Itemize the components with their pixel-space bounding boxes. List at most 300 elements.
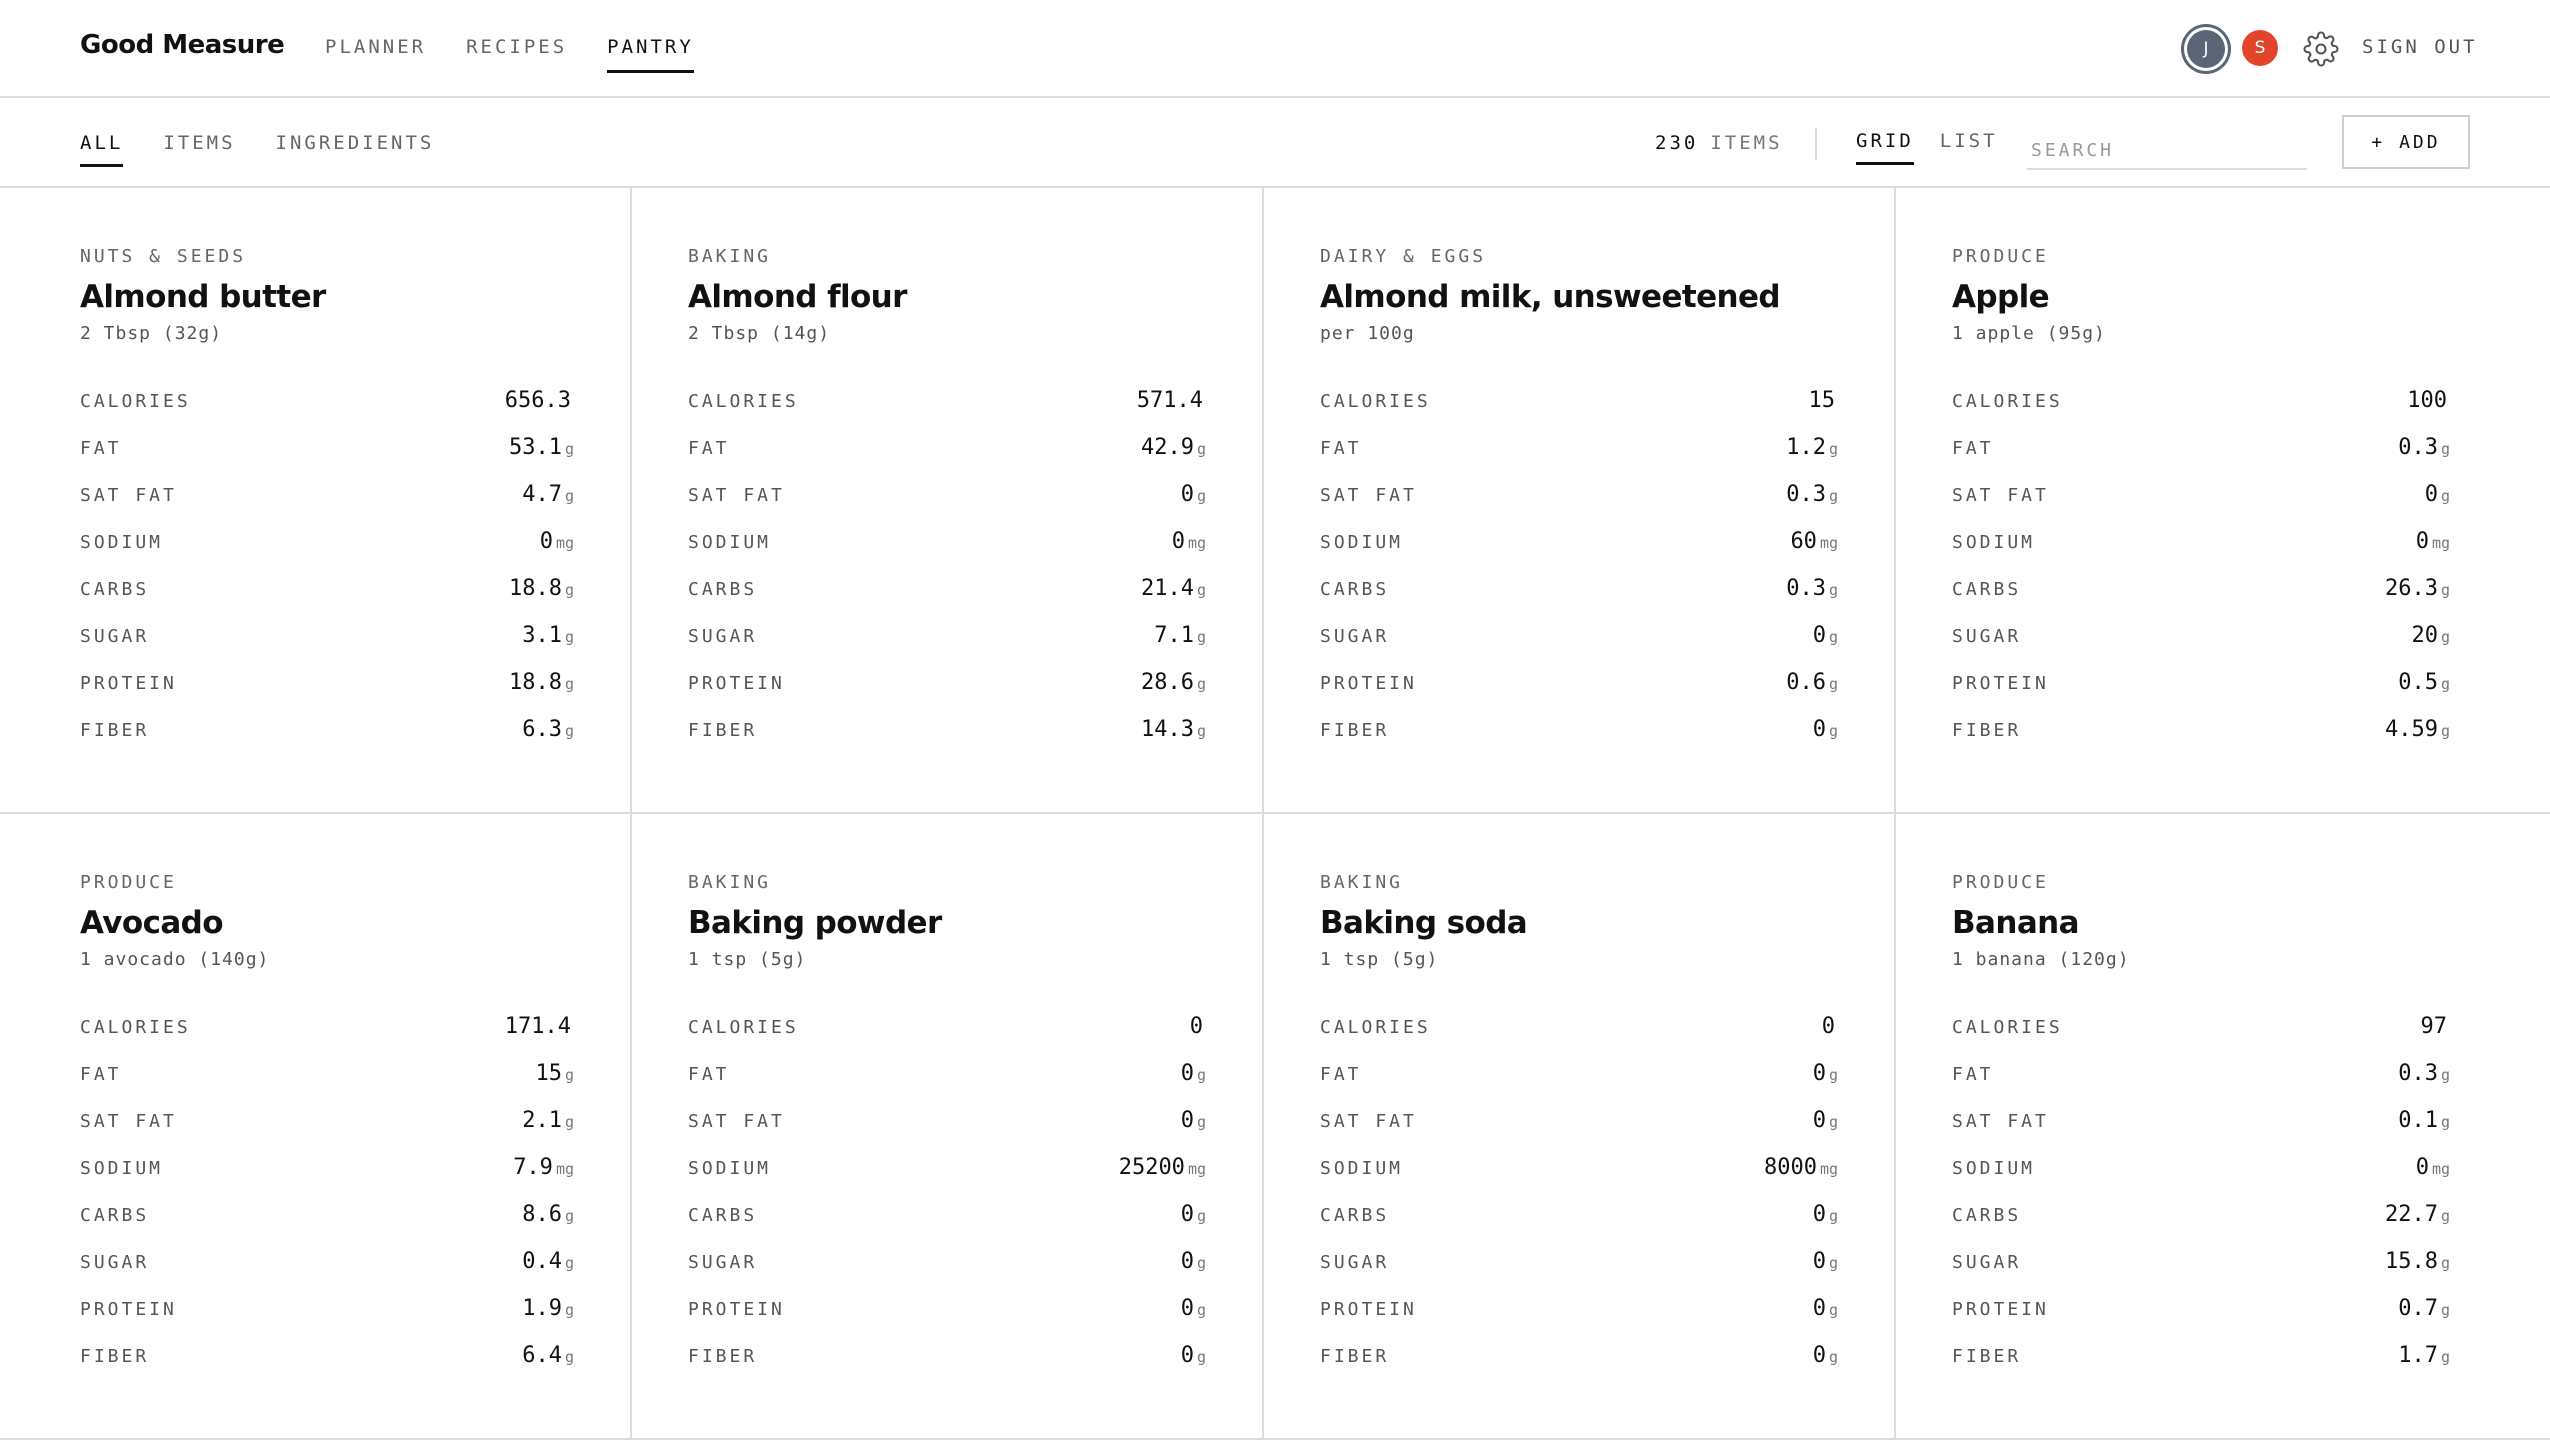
nutrient-label: SODIUM: [80, 532, 164, 553]
nutrient-value: [1786, 670, 1838, 695]
nutrient-amount: 0: [539, 529, 553, 554]
nutrient-amount: 0.3: [1786, 482, 1826, 507]
nutrient-row: [1320, 623, 1838, 670]
nutrient-label: FIBER: [1320, 720, 1390, 741]
nutrient-row: [1952, 482, 2450, 529]
nutrient-value: [1809, 388, 1839, 413]
nutrient-amount: 0.6: [1786, 670, 1826, 695]
nutrient-value: [505, 1014, 574, 1039]
nutrient-amount: 0: [1171, 529, 1185, 554]
nutrient-label: SAT FAT: [1952, 1111, 2049, 1132]
nutrient-value: [1172, 529, 1206, 554]
nutrient-value: [2398, 670, 2450, 695]
nutrient-amount: 25200: [1118, 1155, 1185, 1180]
nutrient-label: SODIUM: [1952, 1158, 2036, 1179]
nutrient-value: [509, 576, 574, 601]
view-toggle: [1856, 130, 1998, 165]
nutrient-label: FIBER: [688, 720, 758, 741]
nutrient-amount: 0: [1180, 1343, 1194, 1368]
nutrient-amount: 0: [1812, 717, 1826, 742]
nutrient-label: FAT: [688, 438, 730, 459]
card-category: PRODUCE: [1952, 246, 2049, 267]
nutrient-value: [2407, 388, 2450, 413]
nutrient-row: [688, 388, 1206, 435]
nutrient-unit: g: [1828, 1254, 1838, 1272]
nutrient-value: [1181, 1108, 1206, 1133]
nutrient-amount: 0: [1180, 1108, 1194, 1133]
nutrient-amount: 171.4: [504, 1014, 571, 1039]
nutrient-row: [1952, 717, 2450, 764]
tab-items[interactable]: ITEMS: [163, 132, 236, 154]
nutrient-value: [1141, 576, 1206, 601]
card-serving: 1 banana (120g): [1952, 949, 2130, 970]
nutrient-row: [1320, 1108, 1838, 1155]
gear-icon[interactable]: [2303, 31, 2339, 67]
nutrient-label: FAT: [1320, 1064, 1362, 1085]
nutrient-value: [522, 482, 574, 507]
pantry-card[interactable]: [1264, 814, 1896, 1440]
nutrient-label: CALORIES: [688, 391, 799, 412]
nutrient-row: [80, 1296, 574, 1343]
nutrient-row: [1952, 529, 2450, 576]
pantry-card[interactable]: [632, 188, 1264, 814]
nutrient-amount: 28.6: [1140, 670, 1194, 695]
nutrient-unit: g: [564, 581, 574, 599]
nutrient-label: CARBS: [80, 579, 150, 600]
pantry-card[interactable]: [0, 814, 632, 1440]
nutrient-unit: g: [1828, 487, 1838, 505]
nutrient-row: [80, 1343, 574, 1390]
nutrient-row: [1320, 1014, 1838, 1061]
nutrient-row: [80, 1155, 574, 1202]
nutrient-unit: g: [564, 1207, 574, 1225]
nutrient-label: SUGAR: [80, 1252, 150, 1273]
card-serving: 1 avocado (140g): [80, 949, 270, 970]
nutrient-unit: g: [1828, 628, 1838, 646]
nutrient-value: [2411, 623, 2450, 648]
pantry-toolbar: [0, 98, 2550, 188]
brand-logo[interactable]: Good Measure: [80, 30, 285, 60]
nutrient-row: [688, 482, 1206, 529]
nutrient-value: [2398, 435, 2450, 460]
nutrient-value: [522, 1108, 574, 1133]
nutrient-amount: 6.3: [522, 717, 562, 742]
nutrient-row: [688, 1202, 1206, 1249]
nutrient-amount: 8000: [1763, 1155, 1817, 1180]
nutrient-row: [1952, 1108, 2450, 1155]
nutrient-label: FIBER: [80, 720, 150, 741]
nutrient-row: [1952, 1014, 2450, 1061]
nutrient-value: [2425, 482, 2450, 507]
nutrient-label: SAT FAT: [1952, 485, 2049, 506]
nutrient-row: [688, 717, 1206, 764]
nutrient-amount: 4.59: [2384, 717, 2438, 742]
nutrient-list: [688, 388, 1206, 764]
nutrient-unit: g: [1196, 722, 1206, 740]
nutrient-row: [80, 1202, 574, 1249]
card-name: Banana: [1952, 905, 2079, 941]
nutrient-label: FAT: [1320, 438, 1362, 459]
nutrient-value: [1790, 529, 1838, 554]
nutrient-amount: 0: [1812, 1061, 1826, 1086]
nutrient-label: SAT FAT: [688, 485, 785, 506]
nutrient-row: [688, 435, 1206, 482]
nutrient-unit: g: [564, 1301, 574, 1319]
nutrient-label: FAT: [80, 438, 122, 459]
nutrient-amount: 53.1: [508, 435, 562, 460]
nutrient-unit: g: [2440, 1348, 2450, 1366]
nutrient-value: [522, 1249, 574, 1274]
nutrient-amount: 0: [1180, 1296, 1194, 1321]
nutrient-label: FIBER: [688, 1346, 758, 1367]
nutrient-amount: 0: [1812, 1108, 1826, 1133]
nutrient-unit: g: [1196, 1301, 1206, 1319]
nutrient-label: CALORIES: [1320, 391, 1431, 412]
nutrient-amount: 15.8: [2384, 1249, 2438, 1274]
nutrient-list: [1320, 388, 1838, 764]
nutrient-list: [1952, 1014, 2450, 1390]
avatar-s[interactable]: S: [2242, 30, 2278, 66]
nutrient-label: FAT: [688, 1064, 730, 1085]
nutrient-unit: mg: [1819, 1160, 1838, 1178]
nutrient-label: SAT FAT: [1320, 1111, 1417, 1132]
nutrient-row: [80, 529, 574, 576]
nutrient-unit: g: [1196, 1254, 1206, 1272]
nutrient-label: CARBS: [1952, 1205, 2022, 1226]
nutrient-row: [1952, 1155, 2450, 1202]
nutrient-value: [2421, 1014, 2451, 1039]
nutrient-row: [1952, 1249, 2450, 1296]
pantry-card[interactable]: [1896, 188, 2550, 814]
nutrient-amount: 21.4: [1140, 576, 1194, 601]
nutrient-unit: g: [1196, 675, 1206, 693]
card-category: BAKING: [688, 872, 772, 893]
nutrient-value: [509, 435, 574, 460]
nutrient-value: [1786, 435, 1838, 460]
nutrient-unit: mg: [1819, 534, 1838, 552]
nutrient-row: [688, 1061, 1206, 1108]
tab-ingredients[interactable]: INGREDIENTS: [275, 132, 435, 154]
nutrient-value: [1813, 623, 1838, 648]
nutrient-value: [2398, 1296, 2450, 1321]
nutrient-list: [688, 1014, 1206, 1390]
nutrient-row: [80, 1249, 574, 1296]
nutrient-amount: 42.9: [1140, 435, 1194, 460]
nutrient-value: [1181, 1061, 1206, 1086]
nutrient-row: [80, 1061, 574, 1108]
nutrient-unit: mg: [555, 1160, 574, 1178]
nutrient-amount: 97: [2420, 1014, 2447, 1039]
nutrient-amount: 1.9: [522, 1296, 562, 1321]
nutrient-row: [1952, 623, 2450, 670]
nutrient-value: [505, 388, 574, 413]
nutrient-row: [1952, 670, 2450, 717]
nutrient-amount: 0.5: [2398, 670, 2438, 695]
nav-planner[interactable]: PLANNER: [325, 36, 427, 58]
nutrient-label: SAT FAT: [80, 1111, 177, 1132]
nutrient-value: [513, 1155, 574, 1180]
card-name: Baking soda: [1320, 905, 1528, 941]
nutrient-row: [1320, 1061, 1838, 1108]
nutrient-amount: 0.3: [1786, 576, 1826, 601]
nutrient-amount: 0: [1812, 1343, 1826, 1368]
nutrient-row: [80, 482, 574, 529]
nutrient-value: [1137, 388, 1206, 413]
nutrient-amount: 1.2: [1786, 435, 1826, 460]
card-serving: per 100g: [1320, 323, 1415, 344]
nutrient-row: [1320, 1202, 1838, 1249]
nutrient-label: SODIUM: [1952, 532, 2036, 553]
nutrient-amount: 0: [2415, 1155, 2429, 1180]
card-name: Baking powder: [688, 905, 942, 941]
nutrient-label: CALORIES: [80, 1017, 191, 1038]
nutrient-row: [1320, 435, 1838, 482]
nutrient-row: [1320, 1249, 1838, 1296]
nutrient-row: [1320, 1155, 1838, 1202]
card-category: BAKING: [688, 246, 772, 267]
nutrient-amount: 0: [1180, 1061, 1194, 1086]
nutrient-value: [522, 1296, 574, 1321]
item-count-number: 230: [1655, 132, 1699, 154]
card-name: Almond flour: [688, 279, 907, 315]
nutrient-value: [1154, 623, 1206, 648]
nutrient-amount: 18.8: [508, 670, 562, 695]
nutrient-value: [1813, 1296, 1838, 1321]
nutrient-value: [1119, 1155, 1206, 1180]
nutrient-amount: 6.4: [522, 1343, 562, 1368]
nutrient-amount: 2.1: [522, 1108, 562, 1133]
tab-all[interactable]: ALL: [80, 132, 123, 167]
pantry-card[interactable]: [1896, 814, 2550, 1440]
nutrient-amount: 8.6: [522, 1202, 562, 1227]
nutrient-unit: g: [1828, 1113, 1838, 1131]
nav-pantry[interactable]: PANTRY: [607, 36, 694, 73]
pantry-grid: [0, 188, 2550, 1440]
nutrient-value: [1141, 670, 1206, 695]
pantry-card[interactable]: [1264, 188, 1896, 814]
nutrient-unit: g: [2440, 1207, 2450, 1225]
nutrient-list: [80, 388, 574, 764]
nutrient-value: [540, 529, 574, 554]
nutrient-amount: 14.3: [1140, 717, 1194, 742]
view-list[interactable]: LIST: [1939, 130, 1998, 152]
nutrient-amount: 0: [1812, 623, 1826, 648]
nutrient-row: [688, 576, 1206, 623]
nutrient-amount: 100: [2407, 388, 2447, 413]
nutrient-label: SODIUM: [688, 532, 772, 553]
nutrient-unit: g: [2440, 1301, 2450, 1319]
nutrient-amount: 571.4: [1136, 388, 1203, 413]
nutrient-amount: 18.8: [508, 576, 562, 601]
nutrient-row: [1320, 670, 1838, 717]
nav-recipes[interactable]: RECIPES: [466, 36, 568, 58]
nutrient-label: PROTEIN: [688, 673, 785, 694]
nutrient-label: SUGAR: [688, 626, 758, 647]
pantry-card[interactable]: [632, 814, 1264, 1440]
top-nav: [0, 0, 2550, 98]
add-button[interactable]: + ADD: [2342, 115, 2470, 169]
nutrient-row: [688, 1249, 1206, 1296]
nutrient-row: [1952, 1202, 2450, 1249]
main-nav: [325, 36, 694, 73]
search-input[interactable]: [2027, 124, 2307, 170]
nutrient-value: [535, 1061, 574, 1086]
nutrient-label: SODIUM: [688, 1158, 772, 1179]
nutrient-unit: g: [2440, 722, 2450, 740]
sign-out-link[interactable]: SIGN OUT: [2362, 36, 2478, 58]
nutrient-unit: g: [1196, 1207, 1206, 1225]
nutrient-unit: g: [1828, 1207, 1838, 1225]
nutrient-value: [1181, 482, 1206, 507]
nutrient-unit: g: [564, 440, 574, 458]
pantry-card[interactable]: [0, 188, 632, 814]
nutrient-row: [1952, 1061, 2450, 1108]
nutrient-value: [522, 717, 574, 742]
nutrient-unit: g: [1196, 440, 1206, 458]
nutrient-unit: g: [1196, 1113, 1206, 1131]
nutrient-label: CALORIES: [1320, 1017, 1431, 1038]
nutrient-label: CALORIES: [1952, 391, 2063, 412]
nutrient-row: [688, 1014, 1206, 1061]
nutrient-label: SAT FAT: [80, 485, 177, 506]
nutrient-unit: mg: [1187, 534, 1206, 552]
nutrient-amount: 26.3: [2384, 576, 2438, 601]
nutrient-label: FAT: [1952, 438, 1994, 459]
nutrient-label: SAT FAT: [1320, 485, 1417, 506]
nutrient-label: PROTEIN: [1952, 1299, 2049, 1320]
nutrient-label: SODIUM: [80, 1158, 164, 1179]
nutrient-unit: mg: [555, 534, 574, 552]
nutrient-amount: 0.7: [2398, 1296, 2438, 1321]
nutrient-amount: 3.1: [522, 623, 562, 648]
nutrient-unit: g: [1196, 1348, 1206, 1366]
nutrient-value: [1181, 1296, 1206, 1321]
nutrient-label: SODIUM: [1320, 532, 1404, 553]
nutrient-amount: 0: [2415, 529, 2429, 554]
nutrient-label: FAT: [80, 1064, 122, 1085]
nutrient-value: [1181, 1343, 1206, 1368]
nutrient-unit: g: [1196, 1066, 1206, 1084]
nutrient-value: [1764, 1155, 1838, 1180]
nutrient-value: [2398, 1108, 2450, 1133]
view-grid[interactable]: GRID: [1856, 130, 1914, 165]
nutrient-label: PROTEIN: [1952, 673, 2049, 694]
nutrient-list: [1952, 388, 2450, 764]
nutrient-label: PROTEIN: [688, 1299, 785, 1320]
card-serving: 2 Tbsp (32g): [80, 323, 223, 344]
nutrient-unit: mg: [2431, 1160, 2450, 1178]
nutrient-unit: g: [1828, 675, 1838, 693]
nutrient-amount: 0: [1812, 1202, 1826, 1227]
nutrient-unit: g: [1828, 1348, 1838, 1366]
nutrient-amount: 0: [1180, 482, 1194, 507]
nutrient-list: [80, 1014, 574, 1390]
nutrient-amount: 1.7: [2398, 1343, 2438, 1368]
nutrient-row: [688, 623, 1206, 670]
avatar-j[interactable]: J: [2187, 30, 2225, 68]
nutrient-label: FIBER: [1952, 1346, 2022, 1367]
nutrient-row: [688, 1108, 1206, 1155]
item-count: [1655, 132, 1783, 154]
nutrient-label: FIBER: [80, 1346, 150, 1367]
nutrient-label: SUGAR: [688, 1252, 758, 1273]
nutrient-amount: 0: [1812, 1296, 1826, 1321]
nutrient-amount: 15: [1808, 388, 1835, 413]
nutrient-unit: g: [2440, 1113, 2450, 1131]
nutrient-label: SODIUM: [1320, 1158, 1404, 1179]
nutrient-label: CALORIES: [688, 1017, 799, 1038]
nutrient-amount: 656.3: [504, 388, 571, 413]
nutrient-unit: g: [1196, 487, 1206, 505]
nutrient-label: SUGAR: [1320, 626, 1390, 647]
nutrient-label: SUGAR: [1952, 626, 2022, 647]
nutrient-row: [80, 576, 574, 623]
card-category: NUTS & SEEDS: [80, 246, 247, 267]
nutrient-amount: 60: [1790, 529, 1817, 554]
card-category: PRODUCE: [1952, 872, 2049, 893]
nutrient-label: FIBER: [1320, 1346, 1390, 1367]
nutrient-value: [1181, 1202, 1206, 1227]
item-count-label: ITEMS: [1710, 132, 1783, 154]
card-category: BAKING: [1320, 872, 1404, 893]
nutrient-value: [1813, 1343, 1838, 1368]
nutrient-value: [1190, 1014, 1206, 1039]
nutrient-value: [1141, 435, 1206, 460]
nutrient-value: [2385, 576, 2450, 601]
nutrient-unit: g: [1828, 1066, 1838, 1084]
card-serving: 2 Tbsp (14g): [688, 323, 831, 344]
nutrient-value: [2416, 1155, 2450, 1180]
nutrient-label: SUGAR: [1952, 1252, 2022, 1273]
nutrient-label: SUGAR: [80, 626, 150, 647]
nutrient-unit: g: [2440, 440, 2450, 458]
nutrient-unit: g: [564, 1254, 574, 1272]
nutrient-amount: 15: [535, 1061, 562, 1086]
nutrient-value: [1813, 1249, 1838, 1274]
nutrient-row: [688, 529, 1206, 576]
nutrient-label: SUGAR: [1320, 1252, 1390, 1273]
nutrient-row: [1320, 388, 1838, 435]
card-name: Apple: [1952, 279, 2050, 315]
nutrient-amount: 7.1: [1154, 623, 1194, 648]
nutrient-unit: g: [564, 675, 574, 693]
nutrient-label: PROTEIN: [1320, 673, 1417, 694]
nutrient-row: [688, 670, 1206, 717]
nutrient-value: [509, 670, 574, 695]
nutrient-amount: 0: [1189, 1014, 1203, 1039]
nutrient-unit: g: [1196, 628, 1206, 646]
nutrient-value: [1813, 1108, 1838, 1133]
nutrient-row: [80, 623, 574, 670]
nutrient-row: [80, 435, 574, 482]
nutrient-amount: 4.7: [522, 482, 562, 507]
nutrient-row: [1952, 1296, 2450, 1343]
nutrient-unit: g: [2440, 675, 2450, 693]
toolbar-divider: [1815, 128, 1817, 160]
nutrient-value: [1822, 1014, 1838, 1039]
nutrient-value: [1141, 717, 1206, 742]
card-serving: 1 apple (95g): [1952, 323, 2106, 344]
nutrient-unit: g: [1196, 581, 1206, 599]
nutrient-amount: 20: [2411, 623, 2438, 648]
nutrient-row: [80, 1014, 574, 1061]
nutrient-row: [1320, 1343, 1838, 1390]
nutrient-value: [522, 623, 574, 648]
nutrient-unit: g: [2440, 487, 2450, 505]
nutrient-unit: g: [2440, 1254, 2450, 1272]
nutrient-row: [80, 388, 574, 435]
nutrient-unit: g: [2440, 1066, 2450, 1084]
